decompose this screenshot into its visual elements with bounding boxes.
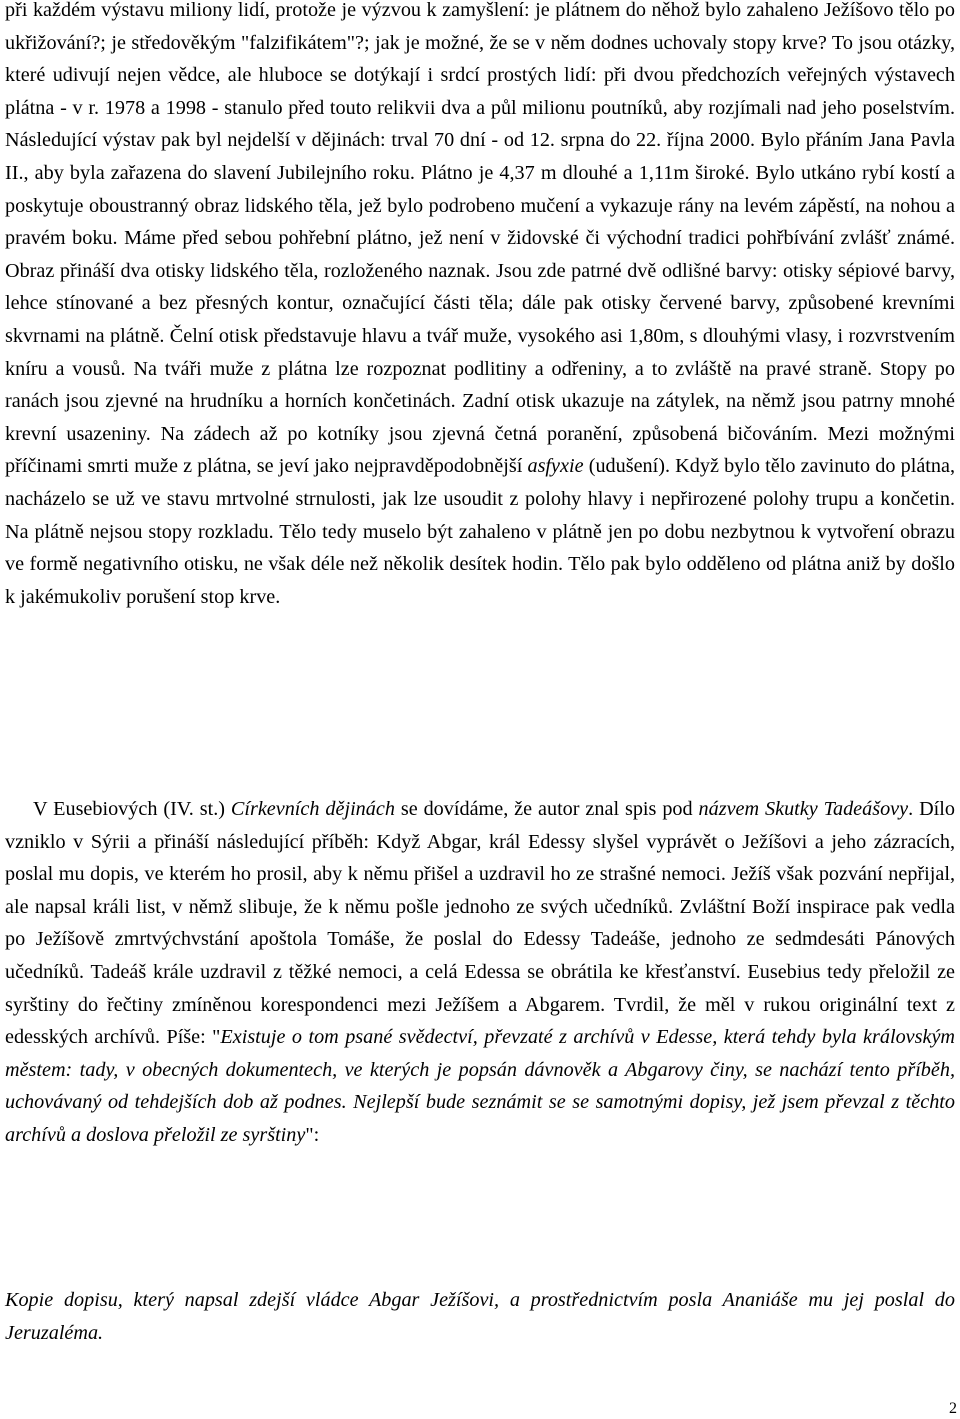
italic-letter-heading: Kopie dopisu, který napsal zdejší vládce Abgar Ježíšovi, a prostřednictvím posla Ananiáše mu jej poslal do Jeruzaléma. (5, 1289, 955, 1344)
paragraph-text: V Eusebiových (IV. st.) (33, 798, 231, 820)
paragraph-text: se dovídáme, že autor znal spis pod (394, 798, 699, 820)
paragraph-text: . Dílo vzniklo v Sýrii a přináší následující příběh: Když Abgar, král Edessy slyšel vyprávět o Ježíšovi a jeho zázracích, poslal mu dopis, ve kterém ho prosil, aby k němu přišel a uzdravil ho ze strašné nemoci. Ježíš však pozvání nepřijal, ale napsal králi list, v němž slibuje, že k němu pošle jednoho ze svých učedníků. Zvláštní Boží inspirace pak vedla po Ježíšově zmrtvýchvstání apoštola Tomáše, že poslal do Edessy Tadeáše, jednoho ze sedmdesáti Pánových učedníků. Tadeáš krále uzdravil z těžké nemoci, a celá Edessa se obrátila ke křesťanství. Eusebius tedy přeložil ze syrštiny do řečtiny zmíněnou korespondenci mezi Ježíšem a Abgarem. Tvrdil, že měl v rukou originální text z edesských archívů. Píše: " (5, 798, 955, 1049)
page-number: 2 (949, 1400, 957, 1417)
body-paragraph-eusebius (5, 793, 955, 1152)
italic-work-title: názvem Skutky Tadeášovy (698, 798, 909, 820)
paragraph-text: (udušení). Když bylo tělo zavinuto do plátna, nacházelo se už ve stavu mrtvolné strnulosti, jak lze usoudit z polohy hlavy i nepřirozené polohy trupu a končetin. Na plátně nejsou stopy rozkladu. Tělo tedy muselo být zahaleno v plátně jen po dobu nezbytnou k vytvoření obrazu ve formě negativního otisku, ne však déle než několik desítek hodin. Tělo pak bylo odděleno od plátna aniž by došlo k jakémukoliv porušení stop krve. (5, 455, 955, 608)
body-paragraph-shroud (5, 0, 955, 613)
italic-quotation: Existuje o tom psané svědectví, převzaté z archívů v Edesse, která tehdy byla královským městem: tady, v obecných dokumentech, ve kterých je popsán dávnověk a Abgarovy činy, se nachází tento příběh, uchovávaný od tehdejších dob až podnes. Nejlepší bude seznámit se se samotnými dopisy, jež jsem převzal z těchto archívů a doslova přeložil ze syrštiny (5, 1026, 955, 1146)
italic-book-title: Církevních dějinách (230, 798, 395, 820)
paragraph-text: při každém výstavu miliony lidí, protože je výzvou k zamyšlení: je plátnem do něhož bylo zahaleno Ježíšovo tělo po ukřižování?; je středověkým "falzifikátem"?; jak je možné, že se v něm dodnes uchovaly stopy krve? To jsou otázky, které udivují nejen vědce, ale hluboce se dotýkají i srdcí prostých lidí: při dvou předchozích veřejných výstavech plátna - v r. 1978 a 1998 - stanulo před touto relikvii dva a půl milionu poutníků, aby rozjímali nad jeho poselstvím. Následující výstav pak byl nejdelší v dějinách: trval 70 dní - od 12. srpna do 22. října 2000. Bylo přáním Jana Pavla II., aby byla zařazena do slavení Jubilejního roku. Plátno je 4,37 m dlouhé a 1,11m široké. Bylo utkáno rybí kostí a poskytuje oboustranný obraz lidského těla, jež bylo podrobeno mučení a vykazuje rány na levém zápěstí, na nohou a pravém boku. Máme před sebou pohřební plátno, jež není v židovské či východní tradici pohřbívání zvlášť známé. Obraz přináší dva otisky lidského těla, rozloženého naznak. Jsou zde patrné dvě odlišné barvy: otisky sépiové barvy, lehce stínované a bez přesných kontur, označující části těla; dále pak otisky červené barvy, způsobené krevními skvrnami na plátně. Čelní otisk představuje hlavu a tvář muže, vysokého asi 1,80m, s dlouhými vlasy, i rozvrstvením kníru a vousů. Na tváři muže z plátna lze rozpoznat podlitiny a odřeniny, a to zvláště na pravé straně. Stopy po ranách jsou zjevné na hrudníku a horních končetinách. Zadní otisk ukazuje na zátylek, na němž jsou patrny mnohé krevní usazeniny. Na zádech až po kotníky jsou zjevná četná poranění, způsobená bičováním. Mezi možnými příčinami smrti muže z plátna, se jeví jako nejpravděpodobnější (5, 0, 955, 478)
paragraph-text: ": (305, 1123, 320, 1146)
italic-term-asfyxie: asfyxie (527, 455, 584, 478)
